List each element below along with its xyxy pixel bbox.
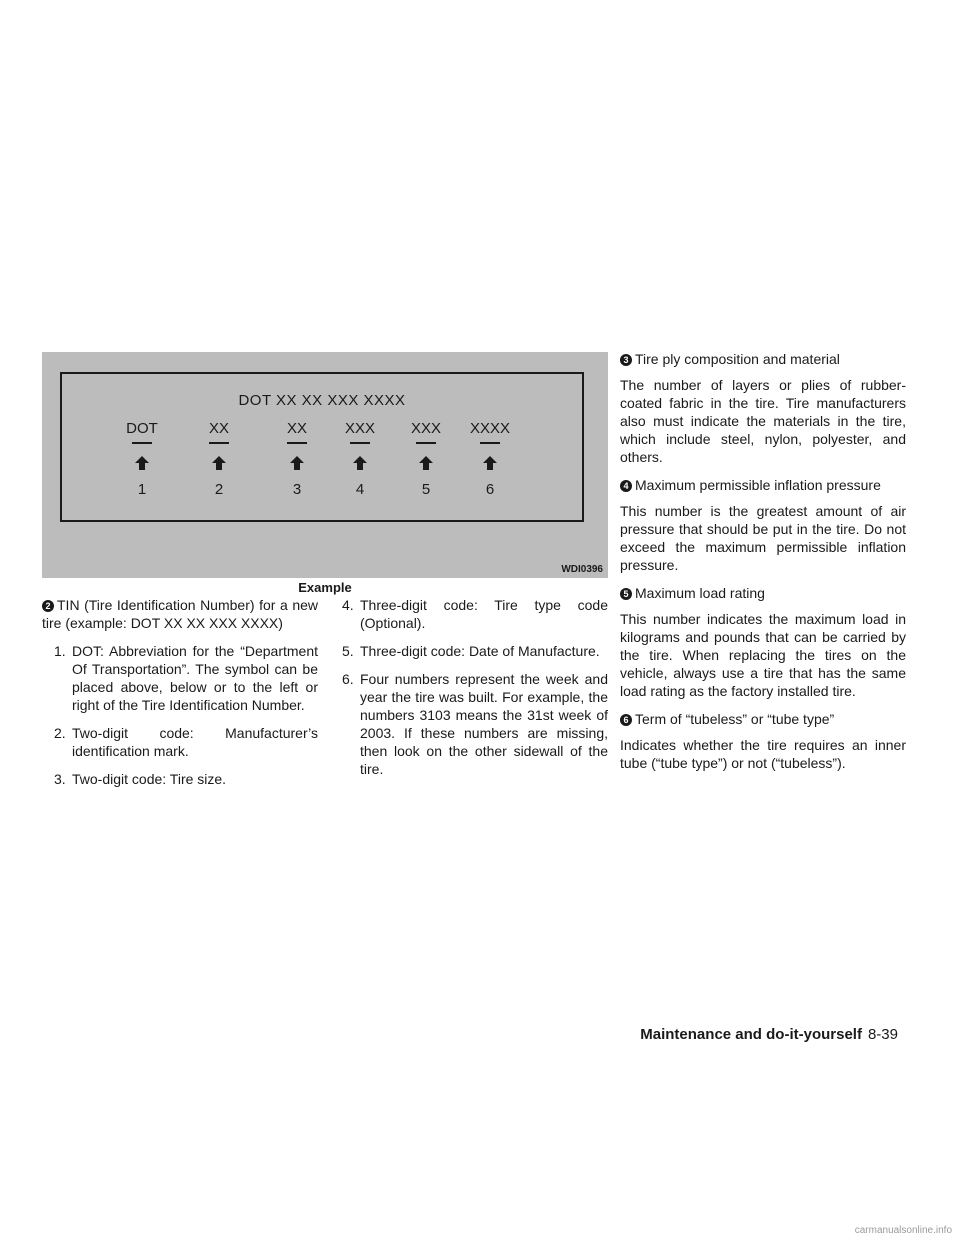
- figure-code: WDI0396: [561, 564, 603, 575]
- list-text: Three-digit code: Tire type code (Optional).: [360, 597, 608, 631]
- segment-number: 5: [421, 481, 431, 498]
- list-number: 1.: [54, 643, 66, 659]
- column-3: [620, 350, 906, 772]
- section-body: The number of layers or plies of rubber-coated fabric in the tire. Tire manufacturers also must indicate the materials in the tire, which include steel, nylon, polyester, and others.: [620, 377, 906, 465]
- list-item: [42, 724, 318, 760]
- segment-number: 4: [355, 481, 365, 498]
- segment-label: XX: [286, 420, 307, 437]
- list-number: 6.: [342, 671, 354, 687]
- segment-number: 3: [292, 481, 302, 498]
- segment-6: [445, 420, 535, 498]
- list-number: 3.: [54, 771, 66, 787]
- segment-underline: [350, 442, 370, 444]
- list-text: Two-digit code: Tire size.: [72, 771, 227, 787]
- number-6-badge: 6: [620, 714, 632, 726]
- number-3-badge: 3: [620, 354, 632, 366]
- up-arrow-icon: [134, 455, 150, 471]
- list-item: [330, 596, 608, 632]
- up-arrow-icon: [211, 455, 227, 471]
- section-title: Tire ply composition and material: [635, 351, 840, 367]
- number-2-badge: 2: [42, 600, 54, 612]
- list-item: [330, 670, 608, 778]
- number-4-badge: 4: [620, 480, 632, 492]
- list-text: Two-digit code: Manufacturer’s identification mark.: [72, 725, 318, 759]
- tin-heading: [42, 596, 318, 632]
- segment-number: 6: [485, 481, 495, 498]
- column-1: [42, 596, 318, 788]
- up-arrow-icon: [482, 455, 498, 471]
- number-5-badge: 5: [620, 588, 632, 600]
- segment-number: 1: [137, 481, 147, 498]
- section-heading-3: [620, 350, 906, 368]
- tire-id-figure: [42, 352, 608, 578]
- section-name: Maintenance and do-it-yourself: [640, 1026, 862, 1043]
- column-2: [330, 596, 608, 778]
- figure-frame: [60, 372, 584, 522]
- section-heading-4: [620, 476, 906, 494]
- section-title: Term of “tubeless” or “tube type”: [635, 711, 835, 727]
- segment-label: DOT: [126, 420, 158, 437]
- segment-number: 2: [214, 481, 224, 498]
- up-arrow-icon: [352, 455, 368, 471]
- list-text: DOT: Abbreviation for the “Department Of Transportation”. The symbol can be placed above, below or to the left or right of the Tire Identification Number.: [72, 643, 318, 713]
- segment-label: XXX: [344, 420, 375, 437]
- segment-underline: [132, 442, 152, 444]
- segment-underline: [209, 442, 229, 444]
- segment-label: XXXX: [469, 420, 511, 437]
- section-body: This number is the greatest amount of air pressure that should be put in the tire. Do not exceed the maximum permissible inflation pressure.: [620, 503, 906, 573]
- segment-underline: [416, 442, 436, 444]
- segment-label: XXX: [410, 420, 441, 437]
- page-footer: [640, 1026, 898, 1043]
- section-title: Maximum permissible inflation pressure: [635, 477, 881, 493]
- section-heading-6: [620, 710, 906, 728]
- segment-label: XX: [208, 420, 229, 437]
- list-item: [42, 642, 318, 714]
- watermark: carmanualsonline.info: [854, 1225, 952, 1236]
- section-body: This number indicates the maximum load in kilograms and pounds that can be carried by the tire. When replacing the tires on the vehicle, always use a tire that has the same load rating as the factory installed tire.: [620, 611, 906, 699]
- figure-caption: Example: [298, 580, 352, 595]
- list-text: Four numbers represent the week and year the tire was built. For example, the numbers 3103 means the 31st week of 2003. If these numbers are missing, then look on the other sidewall of the tire.: [360, 671, 608, 777]
- list-item: [42, 770, 318, 788]
- segment-underline: [287, 442, 307, 444]
- list-item: [330, 642, 608, 660]
- segment-underline: [480, 442, 500, 444]
- up-arrow-icon: [418, 455, 434, 471]
- list-text: Three-digit code: Date of Manufacture.: [360, 643, 600, 659]
- page-number: 8-39: [867, 1026, 898, 1043]
- list-number: 4.: [342, 597, 354, 613]
- tin-intro: TIN (Tire Identification Number) for a new tire (example: DOT XX XX XXX XXXX): [42, 597, 318, 631]
- list-number: 2.: [54, 725, 66, 741]
- section-heading-5: [620, 584, 906, 602]
- section-body: Indicates whether the tire requires an inner tube (“tube type”) or not (“tubeless”).: [620, 737, 906, 771]
- up-arrow-icon: [289, 455, 305, 471]
- section-title: Maximum load rating: [635, 585, 765, 601]
- list-number: 5.: [342, 643, 354, 659]
- tin-list: [42, 642, 318, 788]
- dot-string: DOT XX XX XXX XXXX: [238, 392, 406, 409]
- tin-list-continued: [330, 596, 608, 778]
- segment-2: [174, 420, 264, 498]
